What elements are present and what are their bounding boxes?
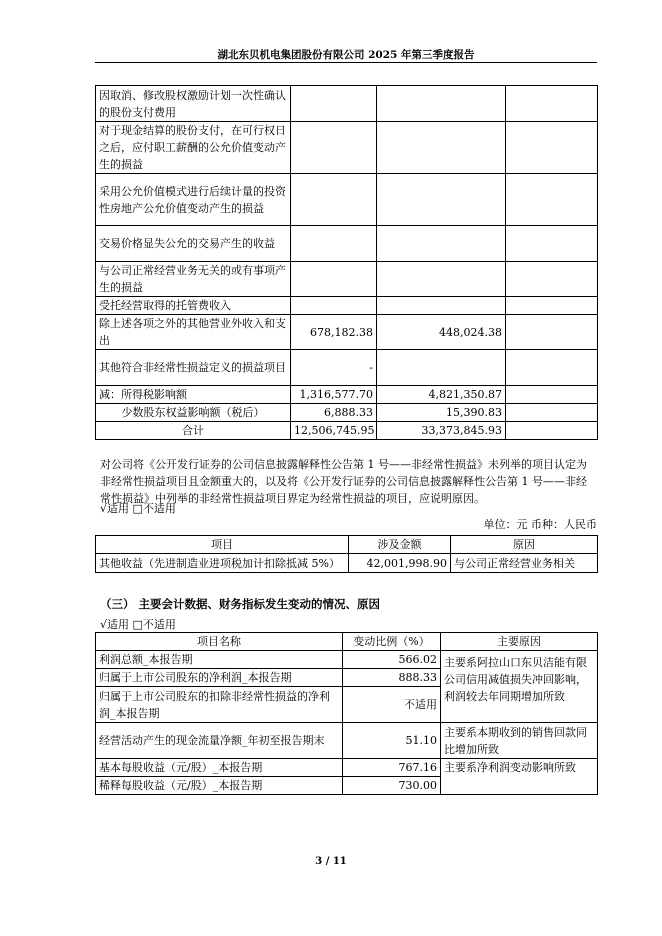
item-cell: 归属于上市公司股东的净利润_本报告期 bbox=[96, 669, 343, 687]
value-cell bbox=[377, 122, 506, 174]
item-cell: 采用公允价值模式进行后续计量的投资性房地产公允价值变动产生的损益 bbox=[96, 174, 291, 226]
pct-cell: 566.02 bbox=[343, 651, 441, 669]
item-cell: 归属于上市公司股东的扣除非经常性损益的净利润_本报告期 bbox=[96, 687, 343, 723]
note-cell bbox=[506, 386, 598, 404]
item-cell: 少数股东权益影响额（税后） bbox=[96, 404, 291, 422]
value-cell: 6,888.33 bbox=[291, 404, 377, 422]
header-cell: 涉及金额 bbox=[349, 536, 451, 554]
value-cell bbox=[377, 174, 506, 226]
section-heading: （三） 主要会计数据、财务指标发生变动的情况、原因 bbox=[100, 597, 381, 611]
value-cell bbox=[291, 174, 377, 226]
value-cell: 4,821,350.87 bbox=[377, 386, 506, 404]
header-rule bbox=[95, 62, 597, 63]
table-row bbox=[96, 723, 598, 759]
applicability-options: √适用 □不适用 bbox=[100, 618, 176, 631]
pct-cell: 730.00 bbox=[343, 777, 441, 795]
table-row bbox=[96, 226, 598, 262]
value-cell: 448,024.38 bbox=[377, 315, 506, 350]
table-row bbox=[96, 297, 598, 315]
reason-cell: 主要系阿拉山口东贝洁能有限公司信用减值损失冲回影响，利润较去年同期增加所致 bbox=[441, 651, 598, 723]
key-indicator-changes-table bbox=[95, 632, 598, 795]
table-row bbox=[96, 386, 598, 404]
item-cell: 其他符合非经常性损益定义的损益项目 bbox=[96, 350, 291, 386]
note-cell bbox=[506, 262, 598, 297]
header-cell: 主要原因 bbox=[441, 633, 598, 651]
value-cell bbox=[377, 262, 506, 297]
pct-cell: 888.33 bbox=[343, 669, 441, 687]
table-row bbox=[96, 122, 598, 174]
item-cell: 利润总额_本报告期 bbox=[96, 651, 343, 669]
value-cell bbox=[377, 350, 506, 386]
nonrecurring-items-table bbox=[95, 85, 598, 440]
value-cell: 33,373,845.93 bbox=[377, 422, 506, 440]
table-row bbox=[96, 404, 598, 422]
item-cell: 除上述各项之外的其他营业外收入和支出 bbox=[96, 315, 291, 350]
note-cell bbox=[506, 297, 598, 315]
amount-cell: 42,001,998.90 bbox=[349, 554, 451, 573]
header-cell: 变动比例（%） bbox=[343, 633, 441, 651]
reason-cell: 主要系净利润变动影响所致 bbox=[441, 759, 598, 795]
note-cell bbox=[506, 174, 598, 226]
unit-line: 单位：元 币种：人民币 bbox=[483, 518, 597, 531]
item-cell: 交易价格显失公允的交易产生的收益 bbox=[96, 226, 291, 262]
value-cell bbox=[291, 262, 377, 297]
recurring-classification-table bbox=[95, 535, 598, 573]
table-row bbox=[96, 350, 598, 386]
value-cell bbox=[377, 226, 506, 262]
value-cell bbox=[291, 226, 377, 262]
value-cell bbox=[291, 297, 377, 315]
pct-cell: 767.16 bbox=[343, 759, 441, 777]
note-cell bbox=[506, 86, 598, 122]
item-cell: 基本每股收益（元/股）_本报告期 bbox=[96, 759, 343, 777]
note-cell bbox=[506, 350, 598, 386]
table-row bbox=[96, 262, 598, 297]
item-cell: 因取消、修改股权激励计划一次性确认的股份支付费用 bbox=[96, 86, 291, 122]
page-number: 3 / 11 bbox=[315, 856, 347, 867]
reason-cell: 与公司正常经营业务相关 bbox=[451, 554, 598, 573]
value-cell: 1,316,577.70 bbox=[291, 386, 377, 404]
value-cell: - bbox=[291, 350, 377, 386]
applicability-options: √适用 □不适用 bbox=[100, 502, 176, 515]
report-header: 湖北东贝机电集团股份有限公司 2025 年第三季度报告 bbox=[217, 49, 475, 61]
item-cell: 其他收益（先进制造业进项税加计扣除抵减 5%） bbox=[96, 554, 349, 573]
value-cell: 12,506,745.95 bbox=[291, 422, 377, 440]
table-row bbox=[96, 422, 598, 440]
note-cell bbox=[506, 122, 598, 174]
table-row bbox=[96, 554, 598, 573]
note-cell bbox=[506, 422, 598, 440]
item-cell: 减：所得税影响额 bbox=[96, 386, 291, 404]
table-row bbox=[96, 315, 598, 350]
item-cell: 受托经营取得的托管费收入 bbox=[96, 297, 291, 315]
table-row bbox=[96, 174, 598, 226]
item-cell: 经营活动产生的现金流量净额_年初至报告期末 bbox=[96, 723, 343, 759]
item-cell: 对于现金结算的股份支付，在可行权日之后，应付职工薪酬的公允价值变动产生的损益 bbox=[96, 122, 291, 174]
pct-cell: 不适用 bbox=[343, 687, 441, 723]
item-cell: 与公司正常经营业务无关的或有事项产生的损益 bbox=[96, 262, 291, 297]
explanation-paragraph: 对公司将《公开发行证券的公司信息披露解释性公告第 1 号——非经常性损益》未列举的项目认定为非经常性损益项目且金额重大的，以及将《公开发行证券的公司信息披露解释性公告第 1 号——非经常性损益》中列举的非经常性损益项目界定为经常性损益的项目，应说明原因。 bbox=[100, 458, 587, 505]
note-cell bbox=[506, 315, 598, 350]
note-cell bbox=[506, 404, 598, 422]
value-cell bbox=[291, 122, 377, 174]
value-cell: 15,390.83 bbox=[377, 404, 506, 422]
value-cell: 678,182.38 bbox=[291, 315, 377, 350]
item-cell: 合计 bbox=[96, 422, 291, 440]
header-cell: 项目名称 bbox=[96, 633, 343, 651]
table-row bbox=[96, 86, 598, 122]
header-cell: 项目 bbox=[96, 536, 349, 554]
value-cell bbox=[291, 86, 377, 122]
header-cell: 原因 bbox=[451, 536, 598, 554]
note-cell bbox=[506, 226, 598, 262]
table-header-row bbox=[96, 536, 598, 554]
value-cell bbox=[377, 86, 506, 122]
value-cell bbox=[377, 297, 506, 315]
pct-cell: 51.10 bbox=[343, 723, 441, 759]
item-cell: 稀释每股收益（元/股）_本报告期 bbox=[96, 777, 343, 795]
table-row bbox=[96, 759, 598, 777]
table-header-row bbox=[96, 633, 598, 651]
reason-cell: 主要系本期收到的销售回款同比增加所致 bbox=[441, 723, 598, 759]
table-row bbox=[96, 651, 598, 669]
